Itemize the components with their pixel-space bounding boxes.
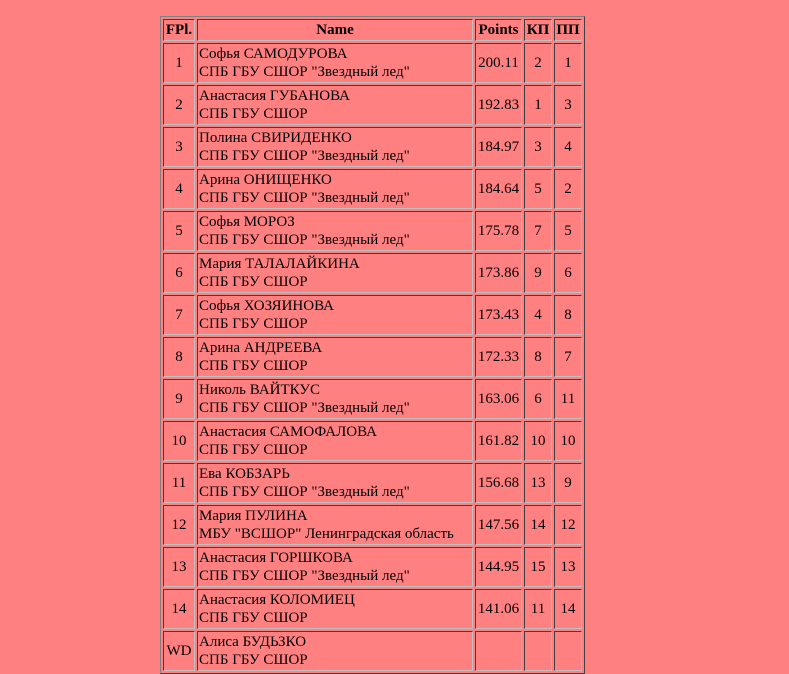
- place-cell: 10: [163, 421, 195, 461]
- skater-club: СПБ ГБУ СШОР "Звездный лед": [199, 148, 410, 164]
- place-cell: 1: [163, 43, 195, 83]
- points-cell: 163.06: [475, 379, 522, 419]
- points-cell: 200.11: [475, 43, 522, 83]
- skater-cell: [197, 169, 473, 209]
- skater-cell: [197, 547, 473, 587]
- skater-cell: [197, 379, 473, 419]
- kp-cell: 2: [524, 43, 552, 83]
- kp-cell: 11: [524, 589, 552, 629]
- place-cell: 3: [163, 127, 195, 167]
- points-cell: 175.78: [475, 211, 522, 251]
- table-row: [163, 85, 582, 125]
- points-cell: 184.64: [475, 169, 522, 209]
- skater-club: СПБ ГБУ СШОР "Звездный лед": [199, 232, 410, 248]
- place-cell: 11: [163, 463, 195, 503]
- place-cell: 8: [163, 337, 195, 377]
- points-cell: 172.33: [475, 337, 522, 377]
- skater-club: МБУ "ВСШОР" Ленинградская область: [199, 526, 454, 542]
- header-points: Points: [475, 19, 522, 41]
- kp-cell: 4: [524, 295, 552, 335]
- pp-cell: 11: [554, 379, 582, 419]
- place-cell: 4: [163, 169, 195, 209]
- table-row: [163, 379, 582, 419]
- table-row: [163, 505, 582, 545]
- skater-name: Арина АНДРЕЕВА: [199, 340, 323, 356]
- skater-cell: [197, 211, 473, 251]
- header-kp: КП: [524, 19, 552, 41]
- skater-name: Анастасия САМОФАЛОВА: [199, 424, 377, 440]
- skater-cell: [197, 505, 473, 545]
- table-row: [163, 421, 582, 461]
- pp-cell: 3: [554, 85, 582, 125]
- table-row: [163, 337, 582, 377]
- skater-cell: [197, 295, 473, 335]
- skater-club: СПБ ГБУ СШОР "Звездный лед": [199, 64, 410, 80]
- pp-cell: 8: [554, 295, 582, 335]
- skater-name: Анастасия КОЛОМИЕЦ: [199, 592, 355, 608]
- kp-cell: 6: [524, 379, 552, 419]
- header-name: Name: [197, 19, 473, 41]
- pp-cell: 10: [554, 421, 582, 461]
- kp-cell: 1: [524, 85, 552, 125]
- skater-cell: [197, 127, 473, 167]
- pp-cell: 12: [554, 505, 582, 545]
- kp-cell: 13: [524, 463, 552, 503]
- points-cell: 156.68: [475, 463, 522, 503]
- skater-cell: [197, 253, 473, 293]
- kp-cell: 3: [524, 127, 552, 167]
- skater-club: СПБ ГБУ СШОР: [199, 358, 308, 374]
- skater-cell: [197, 85, 473, 125]
- points-cell: 184.97: [475, 127, 522, 167]
- kp-cell: 5: [524, 169, 552, 209]
- skater-club: СПБ ГБУ СШОР "Звездный лед": [199, 400, 410, 416]
- table-row: [163, 211, 582, 251]
- skater-club: СПБ ГБУ СШОР "Звездный лед": [199, 190, 410, 206]
- pp-cell: 9: [554, 463, 582, 503]
- pp-cell: 7: [554, 337, 582, 377]
- table-row: [163, 463, 582, 503]
- skater-name: Ева КОБЗАРЬ: [199, 466, 290, 482]
- pp-cell: 4: [554, 127, 582, 167]
- kp-cell: 15: [524, 547, 552, 587]
- pp-cell: 2: [554, 169, 582, 209]
- points-cell: 192.83: [475, 85, 522, 125]
- table-row: [163, 43, 582, 83]
- kp-cell: 8: [524, 337, 552, 377]
- kp-cell: 14: [524, 505, 552, 545]
- table-row: [163, 295, 582, 335]
- points-cell: 161.82: [475, 421, 522, 461]
- results-table: [160, 16, 585, 674]
- kp-cell: 9: [524, 253, 552, 293]
- skater-name: Полина СВИРИДЕНКО: [199, 130, 352, 146]
- points-cell: 173.86: [475, 253, 522, 293]
- header-place: FPl.: [163, 19, 195, 41]
- table-row: [163, 127, 582, 167]
- place-cell: 13: [163, 547, 195, 587]
- skater-name: Анастасия ГУБАНОВА: [199, 88, 351, 104]
- place-cell: 7: [163, 295, 195, 335]
- skater-cell: [197, 43, 473, 83]
- skater-club: СПБ ГБУ СШОР "Звездный лед": [199, 484, 410, 500]
- points-cell: 147.56: [475, 505, 522, 545]
- skater-name: Алиса БУДЬЗКО: [199, 634, 307, 650]
- skater-name: Николь ВАЙТКУС: [199, 382, 320, 398]
- header-pp: ПП: [554, 19, 582, 41]
- table-row: [163, 589, 582, 629]
- table-row: [163, 253, 582, 293]
- skater-name: Мария ПУЛИНА: [199, 508, 308, 524]
- pp-cell: 5: [554, 211, 582, 251]
- table-row: [163, 169, 582, 209]
- skater-name: Арина ОНИЩЕНКО: [199, 172, 332, 188]
- points-cell: 141.06: [475, 589, 522, 629]
- skater-cell: [197, 463, 473, 503]
- place-cell: WD: [163, 631, 195, 671]
- pp-cell: 14: [554, 589, 582, 629]
- place-cell: 9: [163, 379, 195, 419]
- pp-cell: 6: [554, 253, 582, 293]
- skater-club: СПБ ГБУ СШОР "Звездный лед": [199, 568, 410, 584]
- table-row: [163, 547, 582, 587]
- skater-name: Софья ХОЗЯИНОВА: [199, 298, 334, 314]
- skater-name: Анастасия ГОРШКОВА: [199, 550, 353, 566]
- skater-name: Софья МОРОЗ: [199, 214, 295, 230]
- skater-cell: [197, 589, 473, 629]
- skater-club: СПБ ГБУ СШОР: [199, 442, 308, 458]
- skater-cell: [197, 337, 473, 377]
- place-cell: 2: [163, 85, 195, 125]
- skater-club: СПБ ГБУ СШОР: [199, 610, 308, 626]
- pp-cell: [554, 631, 582, 671]
- results-body: [163, 43, 582, 671]
- table-row: [163, 631, 582, 671]
- place-cell: 14: [163, 589, 195, 629]
- skater-club: СПБ ГБУ СШОР: [199, 274, 308, 290]
- pp-cell: 1: [554, 43, 582, 83]
- skater-name: Мария ТАЛАЛАЙКИНА: [199, 256, 360, 272]
- place-cell: 12: [163, 505, 195, 545]
- skater-club: СПБ ГБУ СШОР: [199, 316, 308, 332]
- points-cell: 144.95: [475, 547, 522, 587]
- header-row: [163, 19, 582, 41]
- place-cell: 5: [163, 211, 195, 251]
- kp-cell: 10: [524, 421, 552, 461]
- kp-cell: 7: [524, 211, 552, 251]
- points-cell: [475, 631, 522, 671]
- skater-club: СПБ ГБУ СШОР: [199, 652, 308, 668]
- pp-cell: 13: [554, 547, 582, 587]
- skater-cell: [197, 631, 473, 671]
- skater-name: Софья САМОДУРОВА: [199, 46, 348, 62]
- kp-cell: [524, 631, 552, 671]
- skater-cell: [197, 421, 473, 461]
- points-cell: 173.43: [475, 295, 522, 335]
- skater-club: СПБ ГБУ СШОР: [199, 106, 308, 122]
- place-cell: 6: [163, 253, 195, 293]
